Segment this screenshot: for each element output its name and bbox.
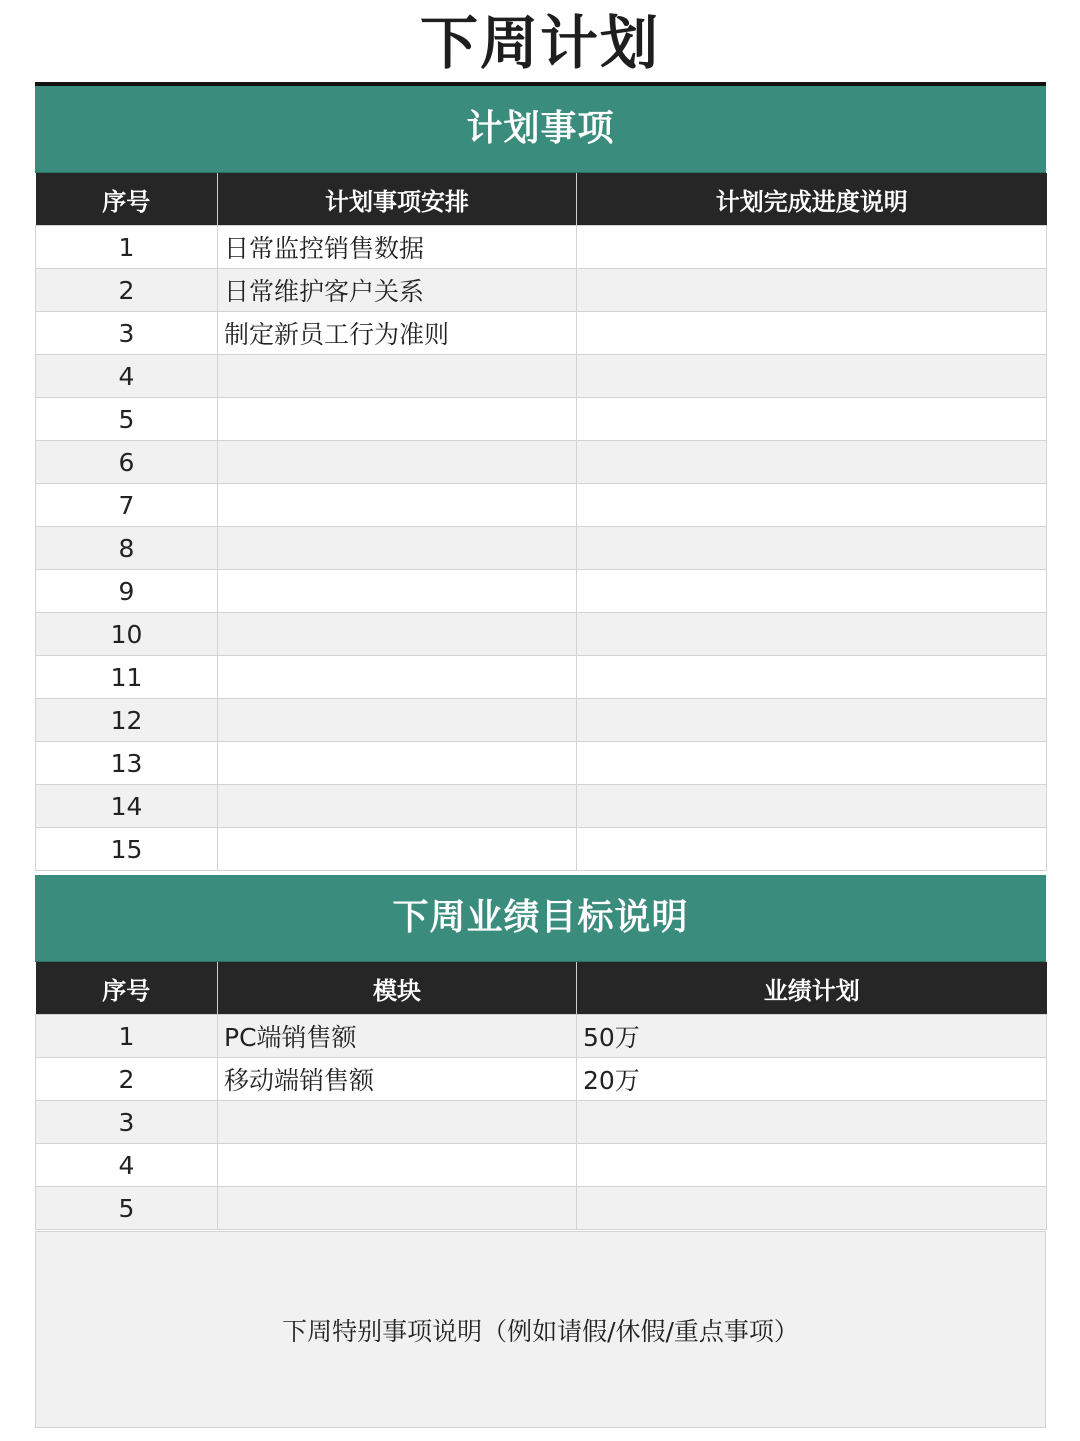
progress-cell[interactable] [577,355,1047,398]
table-row [36,785,1047,828]
plan-item-cell[interactable] [218,527,577,570]
progress-cell[interactable] [577,527,1047,570]
table-row [36,484,1047,527]
row-number-cell: 1 [36,226,218,269]
module-cell[interactable] [218,1101,577,1144]
table-row [36,1058,1047,1101]
progress-cell[interactable] [577,613,1047,656]
progress-cell[interactable] [577,828,1047,871]
plan-section-heading: 计划事项 [35,86,1046,173]
column-header-no: 序号 [36,173,218,226]
plan-item-cell[interactable] [218,699,577,742]
plan-item-cell[interactable] [218,355,577,398]
plan-table [35,173,1047,871]
plan-item-cell[interactable]: 日常维护客户关系 [218,269,577,312]
table-row [36,1144,1047,1187]
plan-value-cell[interactable] [577,1101,1047,1144]
table-row [36,742,1047,785]
plan-table-header [36,173,1047,226]
row-number-cell: 11 [36,656,218,699]
module-cell[interactable]: PC端销售额 [218,1015,577,1058]
row-number-cell: 2 [36,1058,218,1101]
table-row [36,699,1047,742]
row-number-cell: 2 [36,269,218,312]
progress-cell[interactable] [577,785,1047,828]
special-notes-box[interactable] [35,1231,1046,1428]
column-header-item: 计划事项安排 [218,173,577,226]
plan-item-cell[interactable] [218,828,577,871]
row-number-cell: 4 [36,355,218,398]
plan-item-cell[interactable] [218,484,577,527]
table-row [36,269,1047,312]
progress-cell[interactable] [577,742,1047,785]
page-title: 下周计划 [419,9,660,77]
target-section [35,875,1046,1230]
progress-cell[interactable] [577,269,1047,312]
row-number-cell: 9 [36,570,218,613]
table-row [36,1187,1047,1230]
row-number-cell: 3 [36,1101,218,1144]
column-header-module: 模块 [218,962,577,1015]
table-row [36,570,1047,613]
table-row [36,312,1047,355]
progress-cell[interactable] [577,484,1047,527]
module-cell[interactable] [218,1144,577,1187]
row-number-cell: 8 [36,527,218,570]
plan-value-cell[interactable]: 20万 [577,1058,1047,1101]
plan-item-cell[interactable] [218,656,577,699]
module-cell[interactable] [218,1187,577,1230]
plan-value-cell[interactable] [577,1187,1047,1230]
plan-table-body [36,226,1047,871]
plan-item-cell[interactable] [218,742,577,785]
module-cell[interactable]: 移动端销售额 [218,1058,577,1101]
progress-cell[interactable] [577,656,1047,699]
column-header-plan: 业绩计划 [577,962,1047,1015]
column-header-progress: 计划完成进度说明 [577,173,1047,226]
table-row [36,398,1047,441]
target-table-body [36,1015,1047,1230]
plan-item-cell[interactable] [218,613,577,656]
table-row [36,656,1047,699]
column-header-no: 序号 [36,962,218,1015]
plan-item-cell[interactable] [218,398,577,441]
progress-cell[interactable] [577,398,1047,441]
row-number-cell: 10 [36,613,218,656]
progress-cell[interactable] [577,570,1047,613]
plan-item-cell[interactable] [218,441,577,484]
row-number-cell: 12 [36,699,218,742]
table-row [36,527,1047,570]
plan-value-cell[interactable]: 50万 [577,1015,1047,1058]
table-row [36,828,1047,871]
plan-item-cell[interactable] [218,570,577,613]
row-number-cell: 5 [36,398,218,441]
plan-value-cell[interactable] [577,1144,1047,1187]
table-row [36,1101,1047,1144]
row-number-cell: 15 [36,828,218,871]
table-row [36,226,1047,269]
row-number-cell: 7 [36,484,218,527]
plan-item-cell[interactable] [218,785,577,828]
progress-cell[interactable] [577,699,1047,742]
target-table [35,962,1047,1230]
row-number-cell: 4 [36,1144,218,1187]
target-section-heading: 下周业绩目标说明 [35,875,1046,962]
plan-item-cell[interactable]: 日常监控销售数据 [218,226,577,269]
table-row [36,441,1047,484]
row-number-cell: 14 [36,785,218,828]
progress-cell[interactable] [577,441,1047,484]
table-row [36,355,1047,398]
table-row [36,613,1047,656]
progress-cell[interactable] [577,226,1047,269]
row-number-cell: 1 [36,1015,218,1058]
row-number-cell: 13 [36,742,218,785]
plan-item-cell[interactable]: 制定新员工行为准则 [218,312,577,355]
special-notes-label: 下周特别事项说明（例如请假/休假/重点事项） [282,1316,799,1346]
table-row [36,1015,1047,1058]
plan-section [35,86,1046,871]
progress-cell[interactable] [577,312,1047,355]
row-number-cell: 6 [36,441,218,484]
row-number-cell: 5 [36,1187,218,1230]
row-number-cell: 3 [36,312,218,355]
target-table-header [36,962,1047,1015]
